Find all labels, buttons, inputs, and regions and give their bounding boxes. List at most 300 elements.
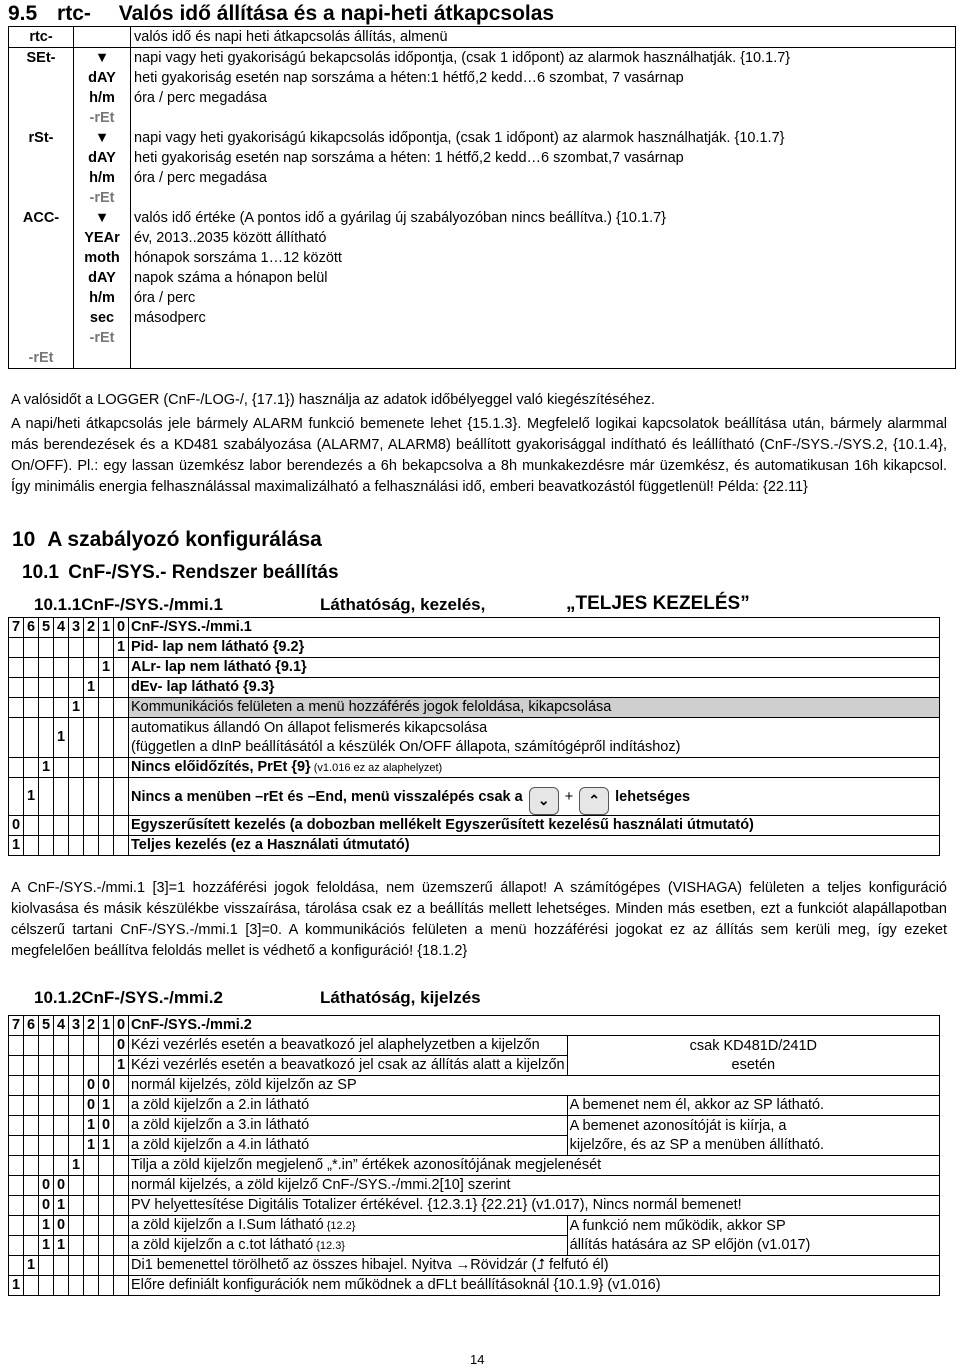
bit-cell (114, 1136, 129, 1156)
bit-cell (9, 1096, 24, 1116)
rtc-cell-c2: valós idő értéke (A pontos idő a gyárilag új szabályozóban nincs beállítva.) {10.1.7} (134, 210, 667, 226)
row-description (129, 1036, 568, 1056)
chapter-number: 10 (12, 528, 36, 551)
bit-cell (54, 758, 69, 778)
bit-cell (69, 678, 84, 698)
rtc-cell-c2: óra / perc megadása (134, 170, 267, 186)
note-line: A bemenet nem él, akkor az SP látható. (569, 1097, 825, 1113)
bit-cell (24, 1096, 39, 1116)
rtc-cell-c2: napok száma a hónapon belül (134, 270, 328, 286)
bit-cell (9, 1216, 24, 1236)
bit-header-cell: 1 (99, 618, 114, 638)
page-number: 14 (470, 1352, 485, 1367)
rtc-cell-c0 (9, 248, 74, 268)
bit-cell (99, 1156, 114, 1176)
row-description (129, 678, 940, 698)
subsubsection-code: CnF-/SYS.-/mmi.2 (81, 988, 223, 1007)
rtc-cell-c1: h/m (74, 288, 131, 308)
bit-cell (114, 698, 129, 718)
note-cell (567, 1216, 939, 1256)
rtc-cell-c0 (9, 108, 74, 128)
bit-cell (9, 1256, 24, 1276)
bit-cell (24, 1116, 39, 1136)
bit-cell (24, 836, 39, 856)
subsubsection-heading-2 (34, 988, 934, 1008)
bit-cell (24, 1216, 39, 1236)
row-description (129, 1056, 568, 1076)
bit-cell (54, 678, 69, 698)
bit-cell (54, 1136, 69, 1156)
rtc-cell-c2 (131, 188, 956, 208)
bit-cell: 1 (114, 1056, 129, 1076)
bit-cell (114, 1216, 129, 1236)
table-title: CnF-/SYS.-/mmi.2 (129, 1016, 940, 1036)
rtc-cell-c0 (9, 288, 74, 308)
bit-cell: 0 (54, 1176, 69, 1196)
row-text: automatikus állandó On állapot felismerés kikapcsolása (131, 719, 488, 736)
bit-cell (24, 1076, 39, 1096)
bit-cell (114, 678, 129, 698)
bit-cell (24, 698, 39, 718)
subsection-title: CnF-/SYS.- Rendszer beállítás (68, 562, 339, 583)
bit-row (9, 816, 940, 836)
bit-cell (84, 1276, 99, 1296)
bit-cell (84, 638, 99, 658)
bit-cell (69, 836, 84, 856)
bit-header-cell: 3 (69, 618, 84, 638)
bit-row (9, 1076, 940, 1096)
bit-cell (24, 1276, 39, 1296)
bit-cell (39, 1156, 54, 1176)
rtc-cell-c0: rSt- (9, 128, 74, 148)
rtc-cell-c2: óra / perc (134, 290, 196, 306)
bit-cell (114, 1176, 129, 1196)
bit-cell: 0 (99, 1116, 114, 1136)
bit-cell: 1 (99, 1136, 114, 1156)
bit-cell (114, 816, 129, 836)
bit-cell: 1 (69, 698, 84, 718)
bit-cell (9, 678, 24, 698)
note-line: kijelzőre, és az SP a menüben állítható. (569, 1136, 825, 1153)
bit-cell (39, 638, 54, 658)
bit-cell (84, 1196, 99, 1216)
bit-row (9, 1176, 940, 1196)
row-text: Nincs a menüben –rEt és –End, menü visszalépés csak a (131, 789, 523, 805)
bit-cell (114, 1256, 129, 1276)
rtc-cell-c1 (74, 348, 131, 369)
bit-cell (54, 1076, 69, 1096)
row-description (129, 1136, 568, 1156)
bit-cell (54, 1256, 69, 1276)
rtc-cell-c1: -rEt (74, 188, 131, 208)
bit-cell (84, 758, 99, 778)
bit-cell (9, 1236, 24, 1256)
bit-cell (84, 1216, 99, 1236)
bit-cell: 1 (69, 1156, 84, 1176)
row-text: Kézi vezérlés esetén a beavatkozó jel csak az állítás alatt a kijelzőn (131, 1057, 565, 1073)
bit-cell (39, 1036, 54, 1056)
rtc-cell-c0 (9, 188, 74, 208)
bit-cell (69, 638, 84, 658)
row-description (129, 1216, 568, 1236)
bit-cell (84, 778, 99, 816)
row-description (129, 1196, 940, 1216)
bit-row (9, 638, 940, 658)
bit-header-cell: 6 (24, 1016, 39, 1036)
bit-cell (69, 1256, 84, 1276)
version-note: (v1.016 ez az alaphelyzet) (310, 761, 443, 774)
rtc-cell-c1: ▼ (74, 208, 131, 228)
bit-cell (84, 1236, 99, 1256)
rtc-menu-table (8, 26, 956, 369)
row-text: Egyszerűsített kezelés (a dobozban mellékelt Egyszerűsített kezelésű használati útmutató) (131, 817, 754, 833)
bit-cell (54, 816, 69, 836)
bit-row (9, 1156, 940, 1176)
row-description (129, 718, 940, 758)
bit-cell (9, 718, 24, 758)
bit-cell (24, 1156, 39, 1176)
bit-cell (84, 836, 99, 856)
section-number: 9.5 (8, 2, 38, 25)
note-cell (567, 1096, 939, 1116)
chapter-heading (12, 528, 322, 552)
row-description (129, 1076, 940, 1096)
row-description (129, 658, 940, 678)
row-text: Kommunikációs felületen a menü hozzáférés jogok feloldása, kikapcsolása (131, 699, 612, 715)
bit-cell: 0 (84, 1096, 99, 1116)
bit-cell (114, 1196, 129, 1216)
row-text: a zöld kijelzőn a 3.in látható (131, 1117, 310, 1133)
bit-cell (24, 1056, 39, 1076)
bit-cell (114, 836, 129, 856)
rtc-row (9, 268, 956, 288)
rtc-row (9, 148, 956, 168)
bit-cell (114, 718, 129, 758)
row-description (129, 698, 940, 718)
bit-cell (54, 1156, 69, 1176)
row-description (129, 1116, 568, 1136)
bit-cell (9, 1056, 24, 1076)
rtc-cell-c1: h/m (74, 88, 131, 108)
bit-cell (99, 778, 114, 816)
bit-cell (114, 778, 129, 816)
rtc-row (9, 308, 956, 328)
rtc-cell-c2: valós idő és napi heti átkapcsolás állítás, almenü (131, 27, 956, 48)
bit-cell (69, 778, 84, 816)
bit-cell (84, 1176, 99, 1196)
row-text: PV helyettesítése Digitális Totalizer értékével. {12.3.1} {22.21} (v1.017), Nincs normál bemenet! (131, 1197, 742, 1213)
bit-cell (54, 1276, 69, 1296)
rtc-row (9, 208, 956, 228)
bit-cell (24, 1236, 39, 1256)
bit-cell (39, 816, 54, 836)
bit-header-cell: 7 (9, 1016, 24, 1036)
bit-cell (99, 816, 114, 836)
row-text: Teljes kezelés (ez a Használati útmutató) (131, 837, 410, 853)
note-line: csak KD481D/241D (689, 1037, 817, 1054)
note-line: esetén (731, 1056, 776, 1073)
bit-cell: 0 (39, 1196, 54, 1216)
bit-cell: 1 (114, 638, 129, 658)
bit-cell (69, 816, 84, 836)
bit-cell (84, 1256, 99, 1276)
bit-cell (99, 698, 114, 718)
bit-cell: 1 (9, 836, 24, 856)
rtc-cell-c2: óra / perc megadása (134, 90, 267, 106)
bit-cell (39, 1256, 54, 1276)
bit-cell (39, 836, 54, 856)
row-text: Tilja a zöld kijelzőn megjelenő „*.in” értékek azonosítójának megjelenését (131, 1157, 602, 1173)
bit-header-cell: 6 (24, 618, 39, 638)
bit-cell (114, 1076, 129, 1096)
bit-row (9, 1036, 940, 1056)
rtc-cell-c2: napi vagy heti gyakoriságú kikapcsolás időpontja, (csak 1 időpont) az alarmok használhatják. {10.1.7} (134, 130, 785, 146)
row-description (129, 1156, 940, 1176)
rtc-row (9, 108, 956, 128)
bit-cell (54, 1116, 69, 1136)
row-description (129, 816, 940, 836)
bit-cell (69, 1076, 84, 1096)
rtc-cell-c1: dAY (74, 268, 131, 288)
bit-cell (69, 658, 84, 678)
bit-cell: 1 (99, 1096, 114, 1116)
ref-note: {12.2} (323, 1219, 356, 1232)
bit-cell (54, 658, 69, 678)
bit-cell: 1 (39, 758, 54, 778)
rtc-cell-c0: ACC- (9, 208, 74, 228)
bit-cell (39, 678, 54, 698)
rtc-row (9, 228, 956, 248)
mmi2-bit-table (8, 1015, 940, 1296)
bit-header-cell: 2 (84, 618, 99, 638)
rtc-row (9, 348, 956, 369)
bit-cell (84, 658, 99, 678)
bit-cell (24, 1176, 39, 1196)
rtc-cell-c1: moth (74, 248, 131, 268)
bit-cell (54, 698, 69, 718)
bit-cell (99, 1056, 114, 1076)
bit-cell (54, 638, 69, 658)
bit-cell (99, 1216, 114, 1236)
rtc-cell-c1: ▼ (74, 128, 131, 148)
row-description (129, 1276, 940, 1296)
table-title: CnF-/SYS.-/mmi.1 (129, 618, 940, 638)
chapter-title: A szabályozó konfigurálása (47, 528, 322, 551)
rtc-cell-c0: SEt- (9, 48, 74, 69)
bit-row (9, 778, 940, 816)
mmi1-bit-table (8, 617, 940, 856)
subsection-number: 10.1 (22, 562, 59, 583)
row-text: a zöld kijelzőn a I.Sum látható (131, 1216, 324, 1233)
rtc-row (9, 128, 956, 148)
bit-cell (114, 1236, 129, 1256)
bit-cell (9, 758, 24, 778)
bit-header-cell: 2 (84, 1016, 99, 1036)
bit-header-cell: 5 (39, 1016, 54, 1036)
bit-cell: 1 (84, 1116, 99, 1136)
bit-header-cell: 7 (9, 618, 24, 638)
bit-cell (39, 698, 54, 718)
bit-header-cell: 1 (99, 1016, 114, 1036)
row-description (129, 836, 940, 856)
rtc-row (9, 48, 956, 69)
bit-cell (99, 1196, 114, 1216)
rtc-cell-c2: heti gyakoriság esetén nap sorszáma a héten: 1 hétfő,2 kedd…6 szombat,7 vasárnap (134, 150, 684, 166)
bit-cell: 0 (9, 816, 24, 836)
bit-cell (54, 1036, 69, 1056)
bit-cell (69, 1056, 84, 1076)
rtc-row (9, 27, 956, 48)
bit-cell (84, 698, 99, 718)
rtc-cell-c2 (131, 328, 956, 348)
rtc-cell-c2: másodperc (134, 310, 206, 326)
row-text: normál kijelzés, a zöld kijelző CnF-/SYS.-/mmi.2[10] szerint (131, 1177, 511, 1193)
rtc-cell-c2: heti gyakoriság esetén nap sorszáma a héten:1 hétfő,2 kedd…6 szombat, 7 vasárnap (134, 70, 684, 86)
rtc-cell-c0: -rEt (9, 348, 74, 369)
row-text: normál kijelzés, zöld kijelzőn az SP (131, 1077, 357, 1093)
bit-cell: 0 (99, 1076, 114, 1096)
row-text: Kézi vezérlés esetén a beavatkozó jel alaphelyzetben a kijelzőn (131, 1037, 540, 1053)
section-heading (8, 2, 554, 26)
bit-row (9, 1276, 940, 1296)
bit-row (9, 1256, 940, 1276)
rtc-cell-c2 (131, 108, 956, 128)
subsubsection-heading-1 (34, 595, 934, 615)
bit-row (9, 1196, 940, 1216)
row-text: a zöld kijelzőn a c.tot látható (131, 1236, 314, 1253)
bit-header-cell: 4 (54, 618, 69, 638)
access-paragraph: A CnF-/SYS.-/mmi.1 [3]=1 hozzáférési jogok feloldása, nem üzemszerű állapot! A számítógépes (VISHAGA) felületen a teljes konfiguráció kiolvasása és másik készülékbe visszaírása, tárolása csak ez a beállítás mellett lehetséges. Minden más esetben, ezt a funkciót alapállapotban célszerű tartani CnF-/SYS.-/mmi.1 [3]=0. A kommunikációs felületen a menü hozzáférési jogokat ez az állítás sem kerüli meg, így ezeket megfelelően beállítva feloldás mellet is védhető a konfiguráció! {18.1.2} (11, 880, 947, 959)
rtc-cell-c0 (9, 148, 74, 168)
bit-row (9, 658, 940, 678)
rtc-cell-c0 (9, 268, 74, 288)
bit-cell (69, 1036, 84, 1056)
rtc-cell-c2: hónapok sorszáma 1…12 között (134, 250, 342, 266)
rtc-cell-c0: rtc- (9, 27, 74, 48)
bit-cell: 1 (24, 1256, 39, 1276)
bit-header-row (9, 618, 940, 638)
rtc-cell-c1: dAY (74, 68, 131, 88)
bit-row (9, 678, 940, 698)
rtc-row (9, 288, 956, 308)
bit-header-cell: 0 (114, 618, 129, 638)
rtc-cell-c1: -rEt (74, 328, 131, 348)
row-text-after: lehetséges (615, 789, 691, 805)
row-description (129, 758, 940, 778)
bit-header-row (9, 1016, 940, 1036)
bit-row (9, 698, 940, 718)
row-description (129, 778, 940, 816)
row-description (129, 1236, 568, 1256)
bit-cell: 1 (54, 1196, 69, 1216)
section-code: rtc- (57, 2, 91, 25)
bit-cell (24, 638, 39, 658)
bit-header-cell: 5 (39, 618, 54, 638)
rtc-cell-c1: -rEt (74, 108, 131, 128)
bit-cell (99, 638, 114, 658)
rtc-cell-c2 (131, 348, 956, 369)
bit-cell (39, 1136, 54, 1156)
bit-cell: 1 (84, 678, 99, 698)
bit-header-cell: 4 (54, 1016, 69, 1036)
bit-cell (24, 1136, 39, 1156)
bit-cell (24, 816, 39, 836)
bit-cell (24, 718, 39, 758)
bit-cell: 1 (39, 1216, 54, 1236)
bit-cell: 1 (84, 1136, 99, 1156)
rtc-cell-c2: év, 2013..2035 között állítható (134, 230, 327, 246)
bit-cell (69, 758, 84, 778)
bit-cell (24, 758, 39, 778)
bit-cell: 1 (9, 1276, 24, 1296)
row-text: a zöld kijelzőn a 4.in látható (131, 1137, 310, 1153)
row-text: dEv- lap látható {9.3} (131, 679, 275, 695)
bit-cell (9, 1076, 24, 1096)
bit-cell (114, 1116, 129, 1136)
rtc-cell-c1 (74, 27, 131, 48)
rtc-cell-c0 (9, 328, 74, 348)
rtc-cell-c0 (9, 68, 74, 88)
bit-cell (24, 658, 39, 678)
bit-cell (24, 678, 39, 698)
rtc-row (9, 68, 956, 88)
bit-cell (69, 1196, 84, 1216)
rtc-cell-c0 (9, 88, 74, 108)
bit-cell (69, 1176, 84, 1196)
bit-cell (54, 836, 69, 856)
ref-note: {12.3} (313, 1239, 345, 1252)
row-text: a zöld kijelzőn a 2.in látható (131, 1097, 310, 1113)
subsection-heading (22, 562, 339, 584)
bit-row (9, 1116, 940, 1136)
bit-cell (69, 718, 84, 758)
subsubsection-code: CnF-/SYS.-/mmi.1 (81, 595, 223, 614)
bit-cell (99, 1276, 114, 1296)
rtc-cell-c2: napi vagy heti gyakoriságú bekapcsolás időpontja, (csak 1 időpont) az alarmok használhatják. {10.1.7} (134, 50, 791, 66)
bit-header-cell: 3 (69, 1016, 84, 1036)
rtc-cell-c1: ▼ (74, 48, 131, 69)
bit-cell (9, 778, 24, 816)
bit-cell (84, 718, 99, 758)
bit-cell (9, 1116, 24, 1136)
row-text: ALr- lap nem látható {9.1} (131, 659, 307, 675)
logger-paragraph: A valósidőt a LOGGER (CnF-/LOG-/, {17.1}) használja az adatok időbélyeggel való kiegészítéséhez. (11, 392, 655, 408)
subsubsection-title: Láthatóság, kezelés, (320, 595, 486, 614)
bit-cell (84, 1036, 99, 1056)
bit-cell (54, 1096, 69, 1116)
row-text: Di1 bemenettel törölhető az összes hibajel. Nyitva →Rövidzár (⮥ felfutó él) (131, 1257, 609, 1273)
bit-cell: 1 (54, 718, 69, 758)
bit-cell (99, 836, 114, 856)
bit-cell (99, 1176, 114, 1196)
rtc-cell-c1: dAY (74, 148, 131, 168)
rtc-row (9, 88, 956, 108)
bit-cell: 1 (39, 1236, 54, 1256)
bit-cell (69, 1276, 84, 1296)
bit-cell (39, 658, 54, 678)
bit-cell (114, 1096, 129, 1116)
bit-cell: 0 (54, 1216, 69, 1236)
row-text-2: (független a dInP beállításától a készülék On/OFF állapota, számítógépről indításhoz) (131, 738, 681, 755)
bit-cell: 1 (24, 778, 39, 816)
rtc-row (9, 248, 956, 268)
row-description (129, 1256, 940, 1276)
bit-cell (114, 1276, 129, 1296)
bit-cell (84, 816, 99, 836)
switching-paragraph: A napi/heti átkapcsolás jele bármely ALARM funkció bemenete lehet {15.1.3}. Megfelelő logikai kapcsolatok beállítása után, bármely alarmmal más berendezések és a KD481 szabályozása (ALARM7, ALARM8) beállított gyakorisággal indítható és leállítható (CnF-/SYS.-/SYS.2, {10.1.4}, On/OFF). Pl.: egy lassan üzemkész labor berendezés a 6h bekapcsolva a 8h munkakezdésre már üzemkész, és automatikusan 16h kikapcsol. Így minimális energia felhasználással maximalizálható a felhasználási idő, emberi beavatkozástól függetlenül! Példa: {22.11} (11, 416, 947, 495)
bit-cell (9, 698, 24, 718)
bit-cell (99, 718, 114, 758)
